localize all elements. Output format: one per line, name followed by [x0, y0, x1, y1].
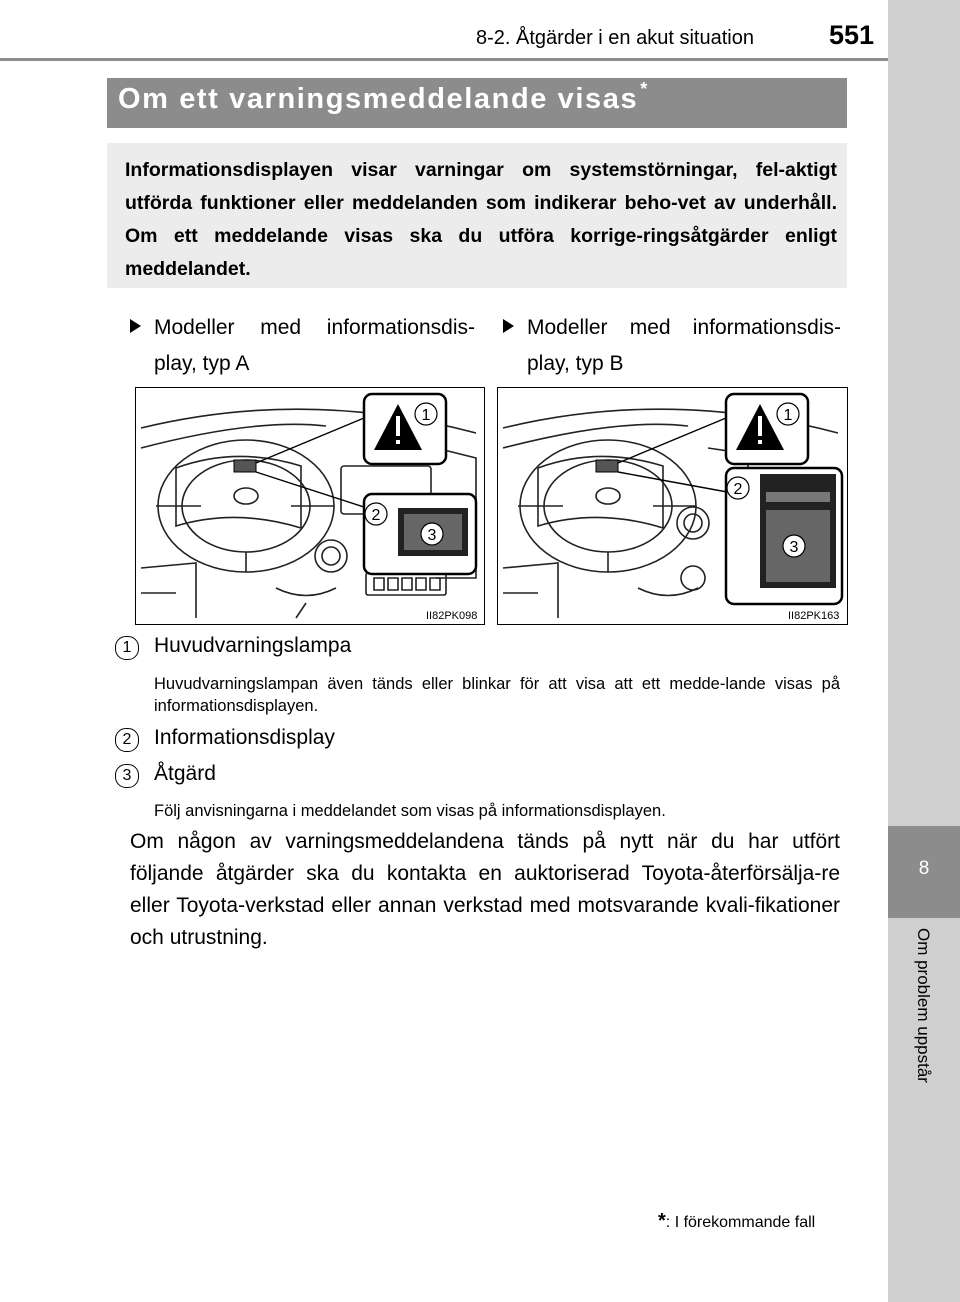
model-heading-b-text: Modeller med informationsdis-play, typ B	[527, 316, 841, 375]
chapter-number: 8	[918, 858, 930, 879]
model-heading-a	[130, 310, 475, 382]
legend-number-1: 1	[115, 636, 139, 660]
dashboard-illustration-a	[136, 388, 484, 624]
chapter-label: Om problem uppstår	[914, 928, 933, 1083]
body-paragraph: Om någon av varningsmeddelandena tänds på nytt när du har utfört följande åtgärder ska du kontakta en auktoriserad Toyota-återförsälja-re eller Toyota-verkstad eller annan verkstad med motsvarande kvali-fikationer och utrustning.	[130, 830, 840, 949]
figure-code-a: II82PK098	[426, 610, 478, 622]
callout-2-label: 2	[371, 507, 381, 524]
triangle-right-icon	[130, 319, 141, 333]
triangle-right-icon	[503, 319, 514, 333]
title-asterisk: *	[640, 79, 649, 99]
section-heading: 8-2. Åtgärder i en akut situation	[476, 27, 754, 49]
callout-1-label: 1	[783, 407, 793, 424]
legend-label-1: Huvudvarningslampa	[154, 634, 352, 657]
page-title-text: Om ett varningsmeddelande visas	[118, 83, 639, 115]
model-heading-b	[503, 310, 841, 382]
dashboard-illustration-b	[498, 388, 847, 624]
callout-3-label: 3	[427, 527, 437, 544]
legend-number-2: 2	[115, 728, 139, 752]
header-rule	[0, 58, 888, 61]
legend-label-2: Informationsdisplay	[154, 726, 335, 749]
figure-code-b: II82PK163	[788, 610, 840, 622]
legend-note-3: Följ anvisningarna i meddelandet som visas på informationsdisplayen.	[154, 802, 666, 820]
legend-number-3: 3	[115, 764, 139, 788]
figure-type-b	[497, 387, 848, 625]
page-number: 551	[829, 20, 875, 50]
footnote-asterisk: *	[658, 1210, 666, 1232]
page-title	[118, 79, 649, 116]
callout-1-label: 1	[421, 407, 431, 424]
callout-3-label: 3	[789, 539, 799, 556]
callout-2-label: 2	[733, 481, 743, 498]
legend-note-1: Huvudvarningslampan även tänds eller blinkar för att visa att ett medde-lande visas på informationsdisplayen.	[154, 675, 840, 715]
footnote	[658, 1210, 815, 1233]
legend-label-3: Åtgärd	[154, 762, 216, 785]
model-heading-a-text: Modeller med informationsdis-play, typ A	[154, 316, 475, 375]
footnote-text: : I förekommande fall	[665, 1214, 816, 1231]
intro-text: Informationsdisplayen visar varningar om systemstörningar, fel-aktigt utförda funktioner eller meddelanden som indikerar beho-vet av underhåll. Om ett meddelande visas ska du utföra korrige-ringsåtgärder enligt meddelandet.	[125, 159, 837, 280]
figure-type-a	[135, 387, 485, 625]
